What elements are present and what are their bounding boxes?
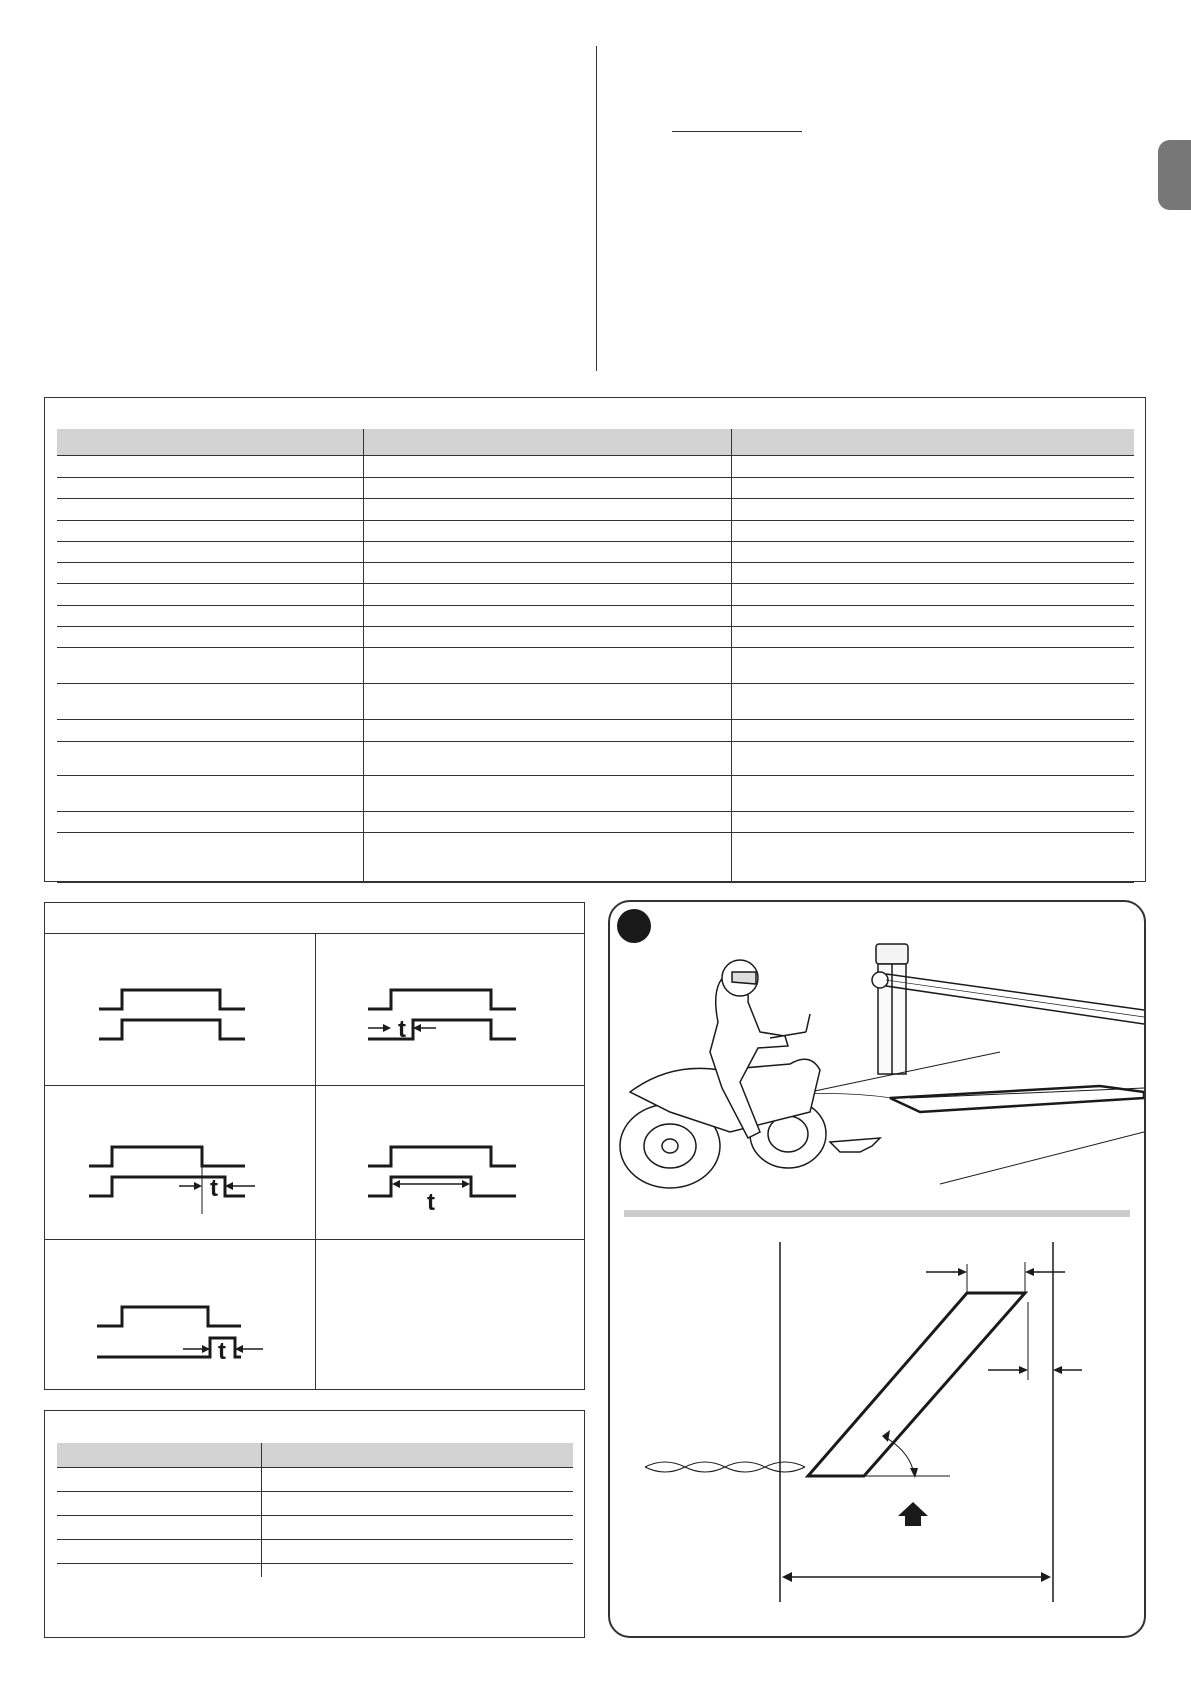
motorcycle-rider-illustration — [620, 960, 826, 1188]
arrow-up-icon — [898, 1502, 928, 1526]
secondary-table — [44, 1410, 585, 1638]
installation-illustration — [610, 902, 1144, 1636]
t-label: t — [398, 1016, 406, 1043]
timing-diagram-simultaneous — [45, 934, 315, 1085]
timing-diagram-delay-end — [45, 1086, 315, 1239]
timing-diagram-pulse-after — [45, 1240, 315, 1389]
heading-underline — [672, 131, 802, 132]
table-row-rule — [57, 520, 1134, 521]
table-row-rule — [57, 605, 1134, 606]
barrier-gate-illustration — [872, 944, 1144, 1074]
t-label: t — [210, 1175, 218, 1202]
table-row-rule — [57, 719, 1134, 720]
language-tab[interactable] — [1158, 140, 1191, 210]
t-label: t — [427, 1189, 435, 1216]
table-row-rule — [57, 1491, 573, 1492]
figure-separator — [624, 1210, 1130, 1217]
arrow-icon — [830, 1138, 880, 1152]
table-row-rule — [57, 626, 1134, 627]
column-separator — [363, 429, 364, 882]
table-row-rule — [57, 741, 1134, 742]
table-row-rule — [57, 647, 1134, 648]
table-row-rule — [57, 562, 1134, 563]
loop-plan-diagram — [645, 1242, 1082, 1602]
installation-figure-panel — [608, 900, 1146, 1638]
t-label: t — [218, 1338, 226, 1365]
table-row-rule — [57, 477, 1134, 478]
road-illustration — [800, 1052, 1144, 1184]
table-header-row — [57, 1443, 573, 1467]
filled-circle-icon — [617, 909, 651, 943]
timing-diagram-delay-start — [316, 934, 584, 1085]
table-row-rule — [57, 1515, 573, 1516]
table-row-rule — [57, 1539, 573, 1540]
table-row-rule — [57, 498, 1134, 499]
table-row-rule — [57, 455, 1134, 456]
column-separator — [731, 429, 732, 882]
timing-diagrams-panel — [44, 902, 585, 1390]
table-row-rule — [57, 541, 1134, 542]
column-divider — [596, 46, 597, 371]
table-row-rule — [57, 882, 1134, 883]
table-row-rule — [57, 811, 1134, 812]
specifications-table — [44, 397, 1146, 882]
table-row-rule — [57, 832, 1134, 833]
table-row-rule — [57, 775, 1134, 776]
column-separator — [261, 1443, 262, 1577]
timing-diagram-width — [316, 1086, 584, 1239]
table-row-rule — [57, 1467, 573, 1468]
table-row-rule — [57, 583, 1134, 584]
table-row-rule — [57, 683, 1134, 684]
table-row-rule — [57, 1563, 573, 1564]
table-header-row — [57, 429, 1134, 455]
